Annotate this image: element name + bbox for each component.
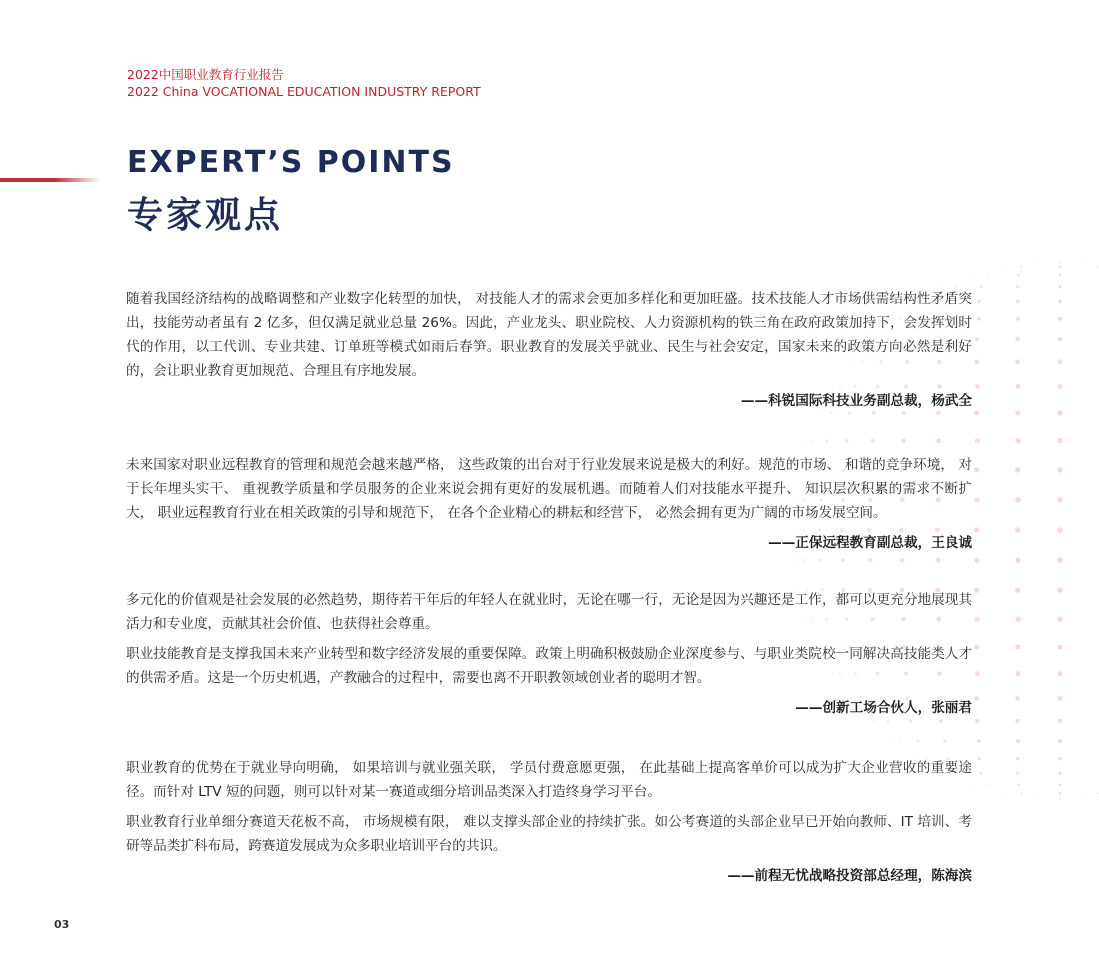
quote-attribution: ——正保远程教育副总裁，王良诚 — [768, 535, 972, 551]
quote-paragraph: 职业教育的优势在于就业导向明确， 如果培训与就业强关联， 学员付费意愿更强， 在此基础上提高客单价可以成为扩大企业营收的重要途径。而针对 LTV 短的问题，则可以针对某一赛道或细分培训品类深入打造终身学习平台。 — [126, 760, 972, 800]
quote-paragraph: 未来国家对职业远程教育的管理和规范会越来越严格， 这些政策的出台对于行业发展来说是极大的利好。规范的市场、 和谐的竞争环境， 对于长年埋头实干、 重视教学质量和学员服务的企业来说会拥有更好的发展机遇。而随着人们对技能水平提升、 知识层次积累的需求不断扩大， 职业远程教育行业在相关政策的引导和规范下， 在各个企业精心的耕耘和经营下， 必然会拥有更为广阔的市场发展空间。 — [126, 457, 972, 521]
expert-quote — [126, 588, 972, 720]
quote-paragraph: 职业技能教育是支撑我国未来产业转型和数字经济发展的重要保障。政策上明确积极鼓励企业深度参与、与职业类院校一同解决高技能类人才的供需矛盾。这是一个历史机遇，产教融合的过程中，需要也离不开职教领域创业者的聪明才智。 — [126, 646, 972, 686]
expert-quote — [126, 756, 972, 888]
quote-paragraph: 随着我国经济结构的战略调整和产业数字化转型的加快， 对技能人才的需求会更加多样化和更加旺盛。技术技能人才市场供需结构性矛盾突出，技能劳动者虽有 2 亿多，但仅满足就业总量 26%。因此，产业龙头、职业院校、人力资源机构的铁三角在政府政策加持下，会发挥划时代的作用，以工代训、专业共建、订单班等模式如雨后春笋。职业教育的发展关乎就业、民生与社会安定，国家未来的政策方向必然是利好的，会让职业教育更加规范、合理且有序地发展。 — [126, 291, 972, 379]
title-accent-line — [0, 178, 100, 182]
quote-attribution: ——前程无忧战略投资部总经理，陈海滨 — [727, 868, 972, 884]
page-number: 03 — [54, 918, 70, 931]
quote-paragraph: 职业教育行业单细分赛道天花板不高， 市场规模有限， 难以支撑头部企业的持续扩张。如公考赛道的头部企业早已开始向教师、IT 培训、考研等品类扩科布局，跨赛道发展成为众多职业培训平台的共识。 — [126, 814, 972, 854]
page-title-cn: 专家观点 — [127, 195, 284, 236]
report-header-en: 2022 China VOCATIONAL EDUCATION INDUSTRY REPORT — [127, 84, 481, 99]
report-header-cn: 2022中国职业教育行业报告 — [127, 67, 284, 82]
quote-attribution: ——创新工场合伙人，张丽君 — [795, 700, 972, 716]
quote-paragraph: 多元化的价值观是社会发展的必然趋势，期待若干年后的年轻人在就业时，无论在哪一行，无论是因为兴趣还是工作，都可以更充分地展现其活力和专业度，贡献其社会价值、也获得社会尊重。 — [126, 592, 972, 632]
report-header — [127, 66, 481, 100]
expert-quotes — [126, 287, 972, 928]
expert-quote — [126, 287, 972, 413]
quote-attribution: ——科锐国际科技业务副总裁，杨武全 — [740, 393, 972, 409]
expert-quote — [126, 453, 972, 555]
page-title-en: EXPERT’S POINTS — [127, 145, 455, 180]
